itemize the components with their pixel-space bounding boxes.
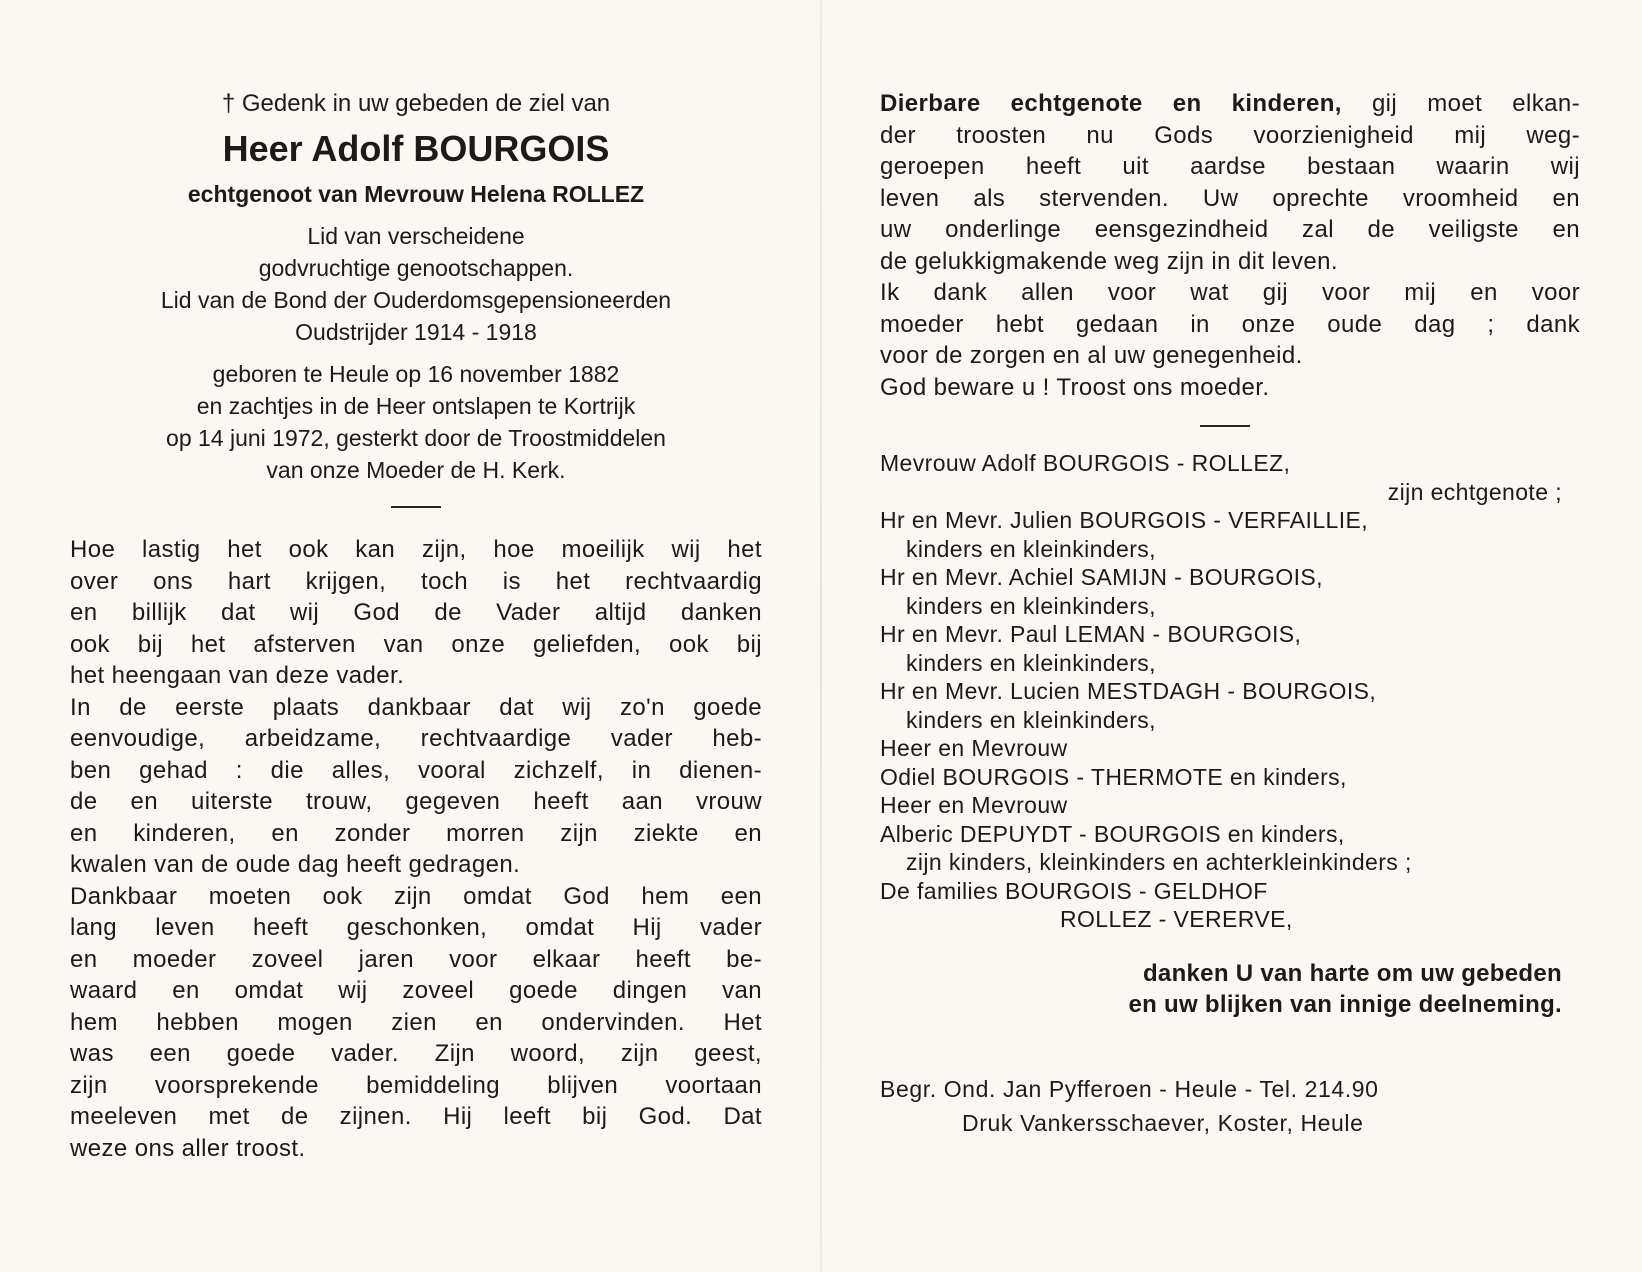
child-descendants: kinders en kleinkinders,: [906, 592, 1156, 619]
heer-en-mevrouw: Heer en Mevrouw: [880, 735, 1068, 761]
message-line: leven als stervenden. Uw oprechte vroomheid en: [880, 184, 1580, 212]
birth-death-line: van onze Moeder de H. Kerk.: [266, 457, 566, 483]
families-line: ROLLEZ - VERERVE,: [1060, 906, 1293, 932]
thanks-line: danken U van harte om uw gebeden: [1142, 959, 1562, 987]
text-line: ben gehad : die alles, vooral zichzelf, in dienen-: [70, 756, 762, 784]
families-line: De families BOURGOIS - GELDHOF: [880, 877, 1268, 904]
spouse-line: echtgenoot van Mevrouw Helena ROLLEZ: [187, 181, 645, 207]
birth-death: [70, 358, 762, 486]
text-line: zijn voorsprekende bemiddeling blijven voortaan: [70, 1071, 762, 1099]
alberic-line: Alberic DEPUYDT - BOURGOIS en kinders,: [880, 820, 1345, 847]
text-line: Dankbaar moeten ook zijn omdat God hem een: [70, 882, 762, 910]
text-line: en moeder zoveel jaren voor elkaar heeft be-: [70, 945, 762, 973]
text-line: In de eerste plaats dankbaar dat wij zo'n goede: [70, 693, 762, 721]
birth-death-line: geboren te Heule op 16 november 1882: [212, 361, 620, 387]
thanks-block: [880, 958, 1580, 1020]
undertaker-line: Begr. Ond. Jan Pyfferoen - Heule - Tel. 214.90: [880, 1075, 1379, 1102]
family-list: [880, 449, 1580, 934]
child-descendants: kinders en kleinkinders,: [906, 535, 1156, 562]
heer-en-mevrouw: Heer en Mevrouw: [880, 792, 1068, 818]
message-salutation: Dierbare echtgenote en kinderen,: [880, 90, 1342, 117]
message-first-rest: gij moet elkan-: [1371, 90, 1580, 117]
intro-line: † Gedenk in uw gebeden de ziel van: [221, 90, 611, 117]
text-line: de en uiterste trouw, gegeven heeft aan vrouw: [70, 788, 762, 815]
credits: [880, 1072, 1580, 1140]
child-descendants: kinders en kleinkinders,: [906, 649, 1156, 676]
membership-line: godvruchtige genootschappen.: [258, 255, 574, 281]
thanks-line: en uw blijken van innige deelneming.: [1128, 990, 1562, 1018]
birth-death-line: en zachtjes in de Heer ontslapen te Kortrijk: [196, 393, 636, 419]
text-line: kwalen van de oude dag heeft gedragen.: [70, 851, 521, 878]
message-line: de gelukkigmakende weg zijn in dit leven.: [880, 247, 1338, 275]
membership-line: Lid van de Bond der Ouderdomsgepensioneerden: [160, 287, 672, 313]
text-line: meeleven met de zijnen. Hij leeft bij God. Dat: [70, 1103, 762, 1130]
text-line: lang leven heeft geschonken, omdat Hij vader: [70, 914, 762, 941]
membership-line: Lid van verscheidene: [307, 223, 525, 249]
right-page: [880, 88, 1580, 1140]
child-couple: Hr en Mevr. Julien BOURGOIS - VERFAILLIE,: [880, 507, 1369, 533]
message-line: der troosten nu Gods voorzienigheid mij weg-: [880, 121, 1580, 149]
message-line: God beware u ! Troost ons moeder.: [880, 373, 1270, 401]
text-line: weze ons aller troost.: [70, 1134, 306, 1162]
text-line: Hoe lastig het ook kan zijn, hoe moeilijk wij het: [70, 536, 762, 563]
widow-line: Mevrouw Adolf BOURGOIS - ROLLEZ,: [880, 450, 1291, 476]
message-first-line: [880, 88, 1580, 120]
text-line: ook bij het afsterven van onze geliefden, ook bij: [70, 630, 762, 658]
text-line: was een goede vader. Zijn woord, zijn geest,: [70, 1040, 762, 1067]
farewell-message: [880, 88, 1580, 403]
text-line: en kinderen, en zonder morren zijn ziekte en: [70, 819, 762, 847]
text-line: waard en omdat wij zoveel goede dingen van: [70, 977, 762, 1004]
message-line: uw onderlinge eensgezindheid zal de veiligste en: [880, 216, 1580, 243]
printer-line: Druk Vankersschaever, Koster, Heule: [962, 1109, 1364, 1136]
divider: [391, 506, 441, 508]
membership-line: Oudstrijder 1914 - 1918: [295, 319, 537, 345]
child-descendants: kinders en kleinkinders,: [906, 706, 1156, 733]
text-line: over ons hart krijgen, toch is het rechtvaardig: [70, 567, 762, 595]
birth-death-line: op 14 juni 1972, gesterkt door de Troostmiddelen: [166, 425, 666, 451]
text-line: het heengaan van deze vader.: [70, 662, 405, 689]
text-line: eenvoudige, arbeidzame, rechtvaardige vader heb-: [70, 725, 762, 752]
deceased-name: Heer Adolf BOURGOIS: [222, 128, 610, 169]
text-line: hem hebben mogen zien en ondervinden. Het: [70, 1008, 762, 1036]
child-couple: Hr en Mevr. Lucien MESTDAGH - BOURGOIS,: [880, 678, 1377, 704]
memberships: [70, 220, 762, 348]
odiel-line: Odiel BOURGOIS - THERMOTE en kinders,: [880, 763, 1347, 790]
text-line: en billijk dat wij God de Vader altijd danken: [70, 599, 762, 626]
left-page: [70, 88, 762, 1164]
widow-role: zijn echtgenote ;: [1387, 478, 1562, 505]
message-line: Ik dank allen voor wat gij voor mij en voor: [880, 279, 1580, 306]
divider: [1200, 425, 1250, 427]
child-couple: Hr en Mevr. Paul LEMAN - BOURGOIS,: [880, 621, 1302, 647]
child-couple: Hr en Mevr. Achiel SAMIJN - BOURGOIS,: [880, 564, 1323, 590]
message-line: geroepen heeft uit aardse bestaan waarin wij: [880, 153, 1580, 180]
message-line: voor de zorgen en al uw genegenheid.: [880, 342, 1303, 369]
grandchildren-line: zijn kinders, kleinkinders en achterkleinkinders ;: [906, 849, 1412, 875]
message-line: moeder hebt gedaan in onze oude dag ; dank: [880, 310, 1580, 338]
reflection-text: [70, 534, 762, 1164]
card-fold: [820, 0, 822, 1272]
